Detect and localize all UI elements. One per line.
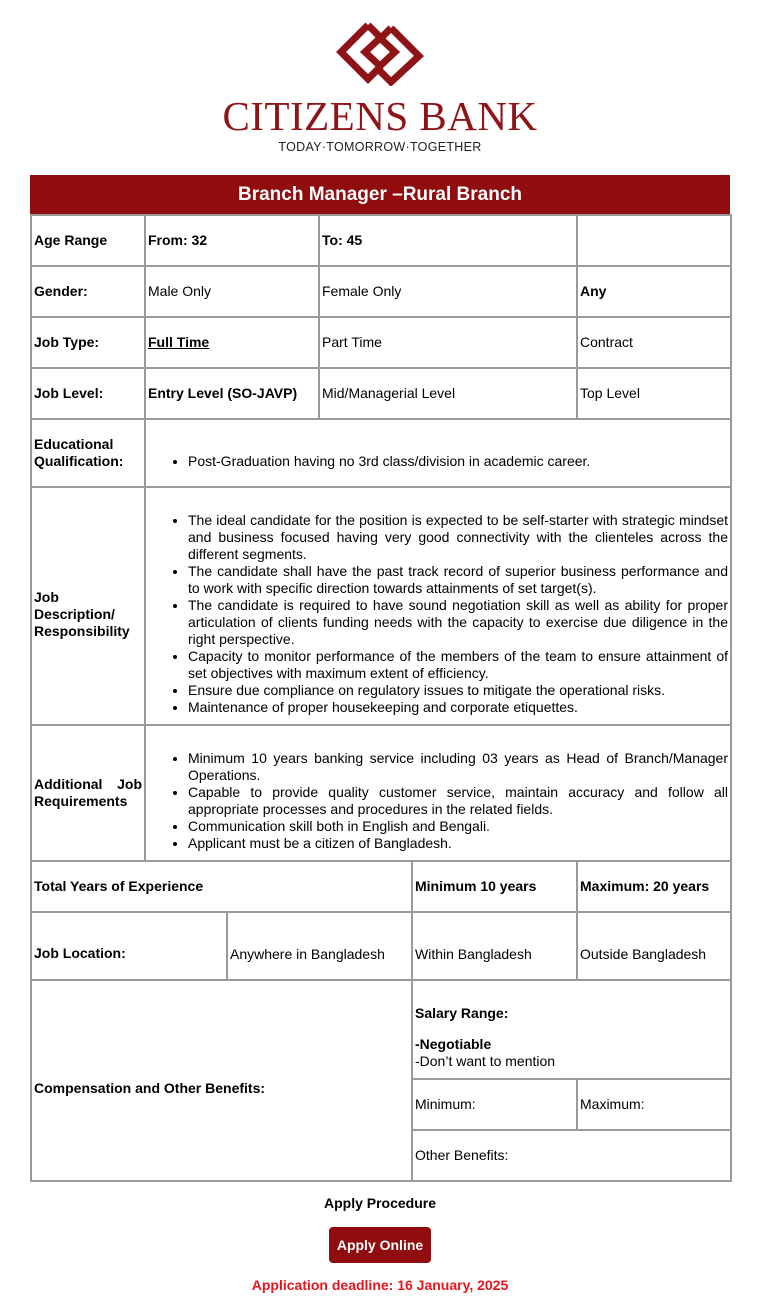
- description-item: • The candidate is required to have sound negotiation skill as well as ability for proper articulation of clients funding needs with the capacity to exercise due diligence in the right perspective.: [188, 597, 728, 648]
- experience-label: Total Years of Experience: [31, 861, 412, 912]
- application-deadline: Application deadline: 16 January, 2025: [251, 1277, 509, 1293]
- additional-item: • Applicant must be a citizen of Bangladesh.: [188, 835, 728, 852]
- description-content: [145, 487, 731, 725]
- job-level-label: Job Level:: [31, 368, 145, 419]
- age-to: To: 45: [319, 215, 577, 266]
- description-item: • Capacity to monitor performance of the members of the team to ensure attainment of set objectives with maximum extent of efficiency.: [188, 648, 728, 682]
- bank-tagline: TODAY·TOMORROW·TOGETHER: [278, 140, 482, 154]
- location-row: [31, 912, 731, 980]
- experience-row: [31, 861, 731, 912]
- age-empty-cell: [577, 215, 731, 266]
- job-type-option-full-time: Full Time: [145, 317, 319, 368]
- bank-name: CITIZENS BANK: [222, 93, 538, 139]
- interlocking-diamond-logo-icon: [335, 20, 425, 86]
- location-option-within: Within Bangladesh: [412, 912, 577, 980]
- gender-option-female: Female Only: [319, 266, 577, 317]
- additional-item: • Capable to provide quality customer service, maintain accuracy and follow all appropriate processes and procedures in the related fields.: [188, 784, 728, 818]
- job-type-option-contract: Contract: [577, 317, 731, 368]
- salary-range-cell: [412, 980, 731, 1079]
- job-level-option-mid: Mid/Managerial Level: [319, 368, 577, 419]
- description-item: • Ensure due compliance on regulatory issues to mitigate the operational risks.: [188, 682, 728, 699]
- apply-online-button[interactable]: Apply Online: [329, 1227, 431, 1263]
- age-row: [31, 215, 731, 266]
- job-level-option-top: Top Level: [577, 368, 731, 419]
- location-option-anywhere: Anywhere in Bangladesh: [227, 912, 412, 980]
- education-label: Educational Qualification:: [31, 419, 145, 487]
- gender-row: [31, 266, 731, 317]
- description-item: • The ideal candidate for the position is expected to be self-starter with strategic mindset and business focused having very good connectivity with the clienteles across the different segments.: [188, 512, 728, 563]
- description-item: • Maintenance of proper housekeeping and corporate etiquettes.: [188, 699, 728, 716]
- gender-option-male: Male Only: [145, 266, 319, 317]
- apply-procedure-heading: Apply Procedure: [323, 1195, 437, 1211]
- job-type-option-part-time: Part Time: [319, 317, 577, 368]
- gender-option-any: Any: [577, 266, 731, 317]
- job-details-table-1: [30, 214, 732, 862]
- additional-content: [145, 725, 731, 861]
- additional-item: • Communication skill both in English and Bengali.: [188, 818, 728, 835]
- other-benefits: Other Benefits:: [412, 1130, 731, 1181]
- job-type-label: Job Type:: [31, 317, 145, 368]
- location-option-outside: Outside Bangladesh: [577, 912, 731, 980]
- job-level-row: [31, 368, 731, 419]
- description-label: Job Description/ Responsibility: [31, 487, 145, 725]
- bank-logo: [0, 0, 760, 170]
- additional-row: [31, 725, 731, 861]
- experience-max: Maximum: 20 years: [577, 861, 731, 912]
- salary-maximum: Maximum:: [577, 1079, 731, 1130]
- salary-no-mention: -Don’t want to mention: [415, 1053, 556, 1069]
- age-label: Age Range: [31, 215, 145, 266]
- job-details-table-2: [30, 860, 732, 1182]
- education-item: • Post-Graduation having no 3rd class/division in academic career.: [188, 453, 728, 470]
- additional-item: • Minimum 10 years banking service including 03 years as Head of Branch/Manager Operations.: [188, 750, 728, 784]
- salary-negotiable: -Negotiable: [415, 1036, 492, 1052]
- location-label: Job Location:: [31, 912, 227, 980]
- description-item: • The candidate shall have the past track record of superior business performance and to work with specific direction towards attainments of set target(s).: [188, 563, 728, 597]
- job-level-option-entry: Entry Level (SO-JAVP): [145, 368, 319, 419]
- salary-minimum: Minimum:: [412, 1079, 577, 1130]
- gender-label: Gender:: [31, 266, 145, 317]
- education-row: [31, 419, 731, 487]
- job-posting: [30, 175, 730, 1182]
- age-from: From: 32: [145, 215, 319, 266]
- job-type-row: [31, 317, 731, 368]
- education-content: [145, 419, 731, 487]
- additional-label: Additional Job Requirements: [31, 725, 145, 861]
- job-title: Branch Manager –Rural Branch: [30, 175, 730, 214]
- compensation-row: [31, 980, 731, 1079]
- compensation-label: Compensation and Other Benefits:: [31, 980, 412, 1181]
- salary-range-label: Salary Range:: [415, 1005, 509, 1021]
- description-row: [31, 487, 731, 725]
- experience-min: Minimum 10 years: [412, 861, 577, 912]
